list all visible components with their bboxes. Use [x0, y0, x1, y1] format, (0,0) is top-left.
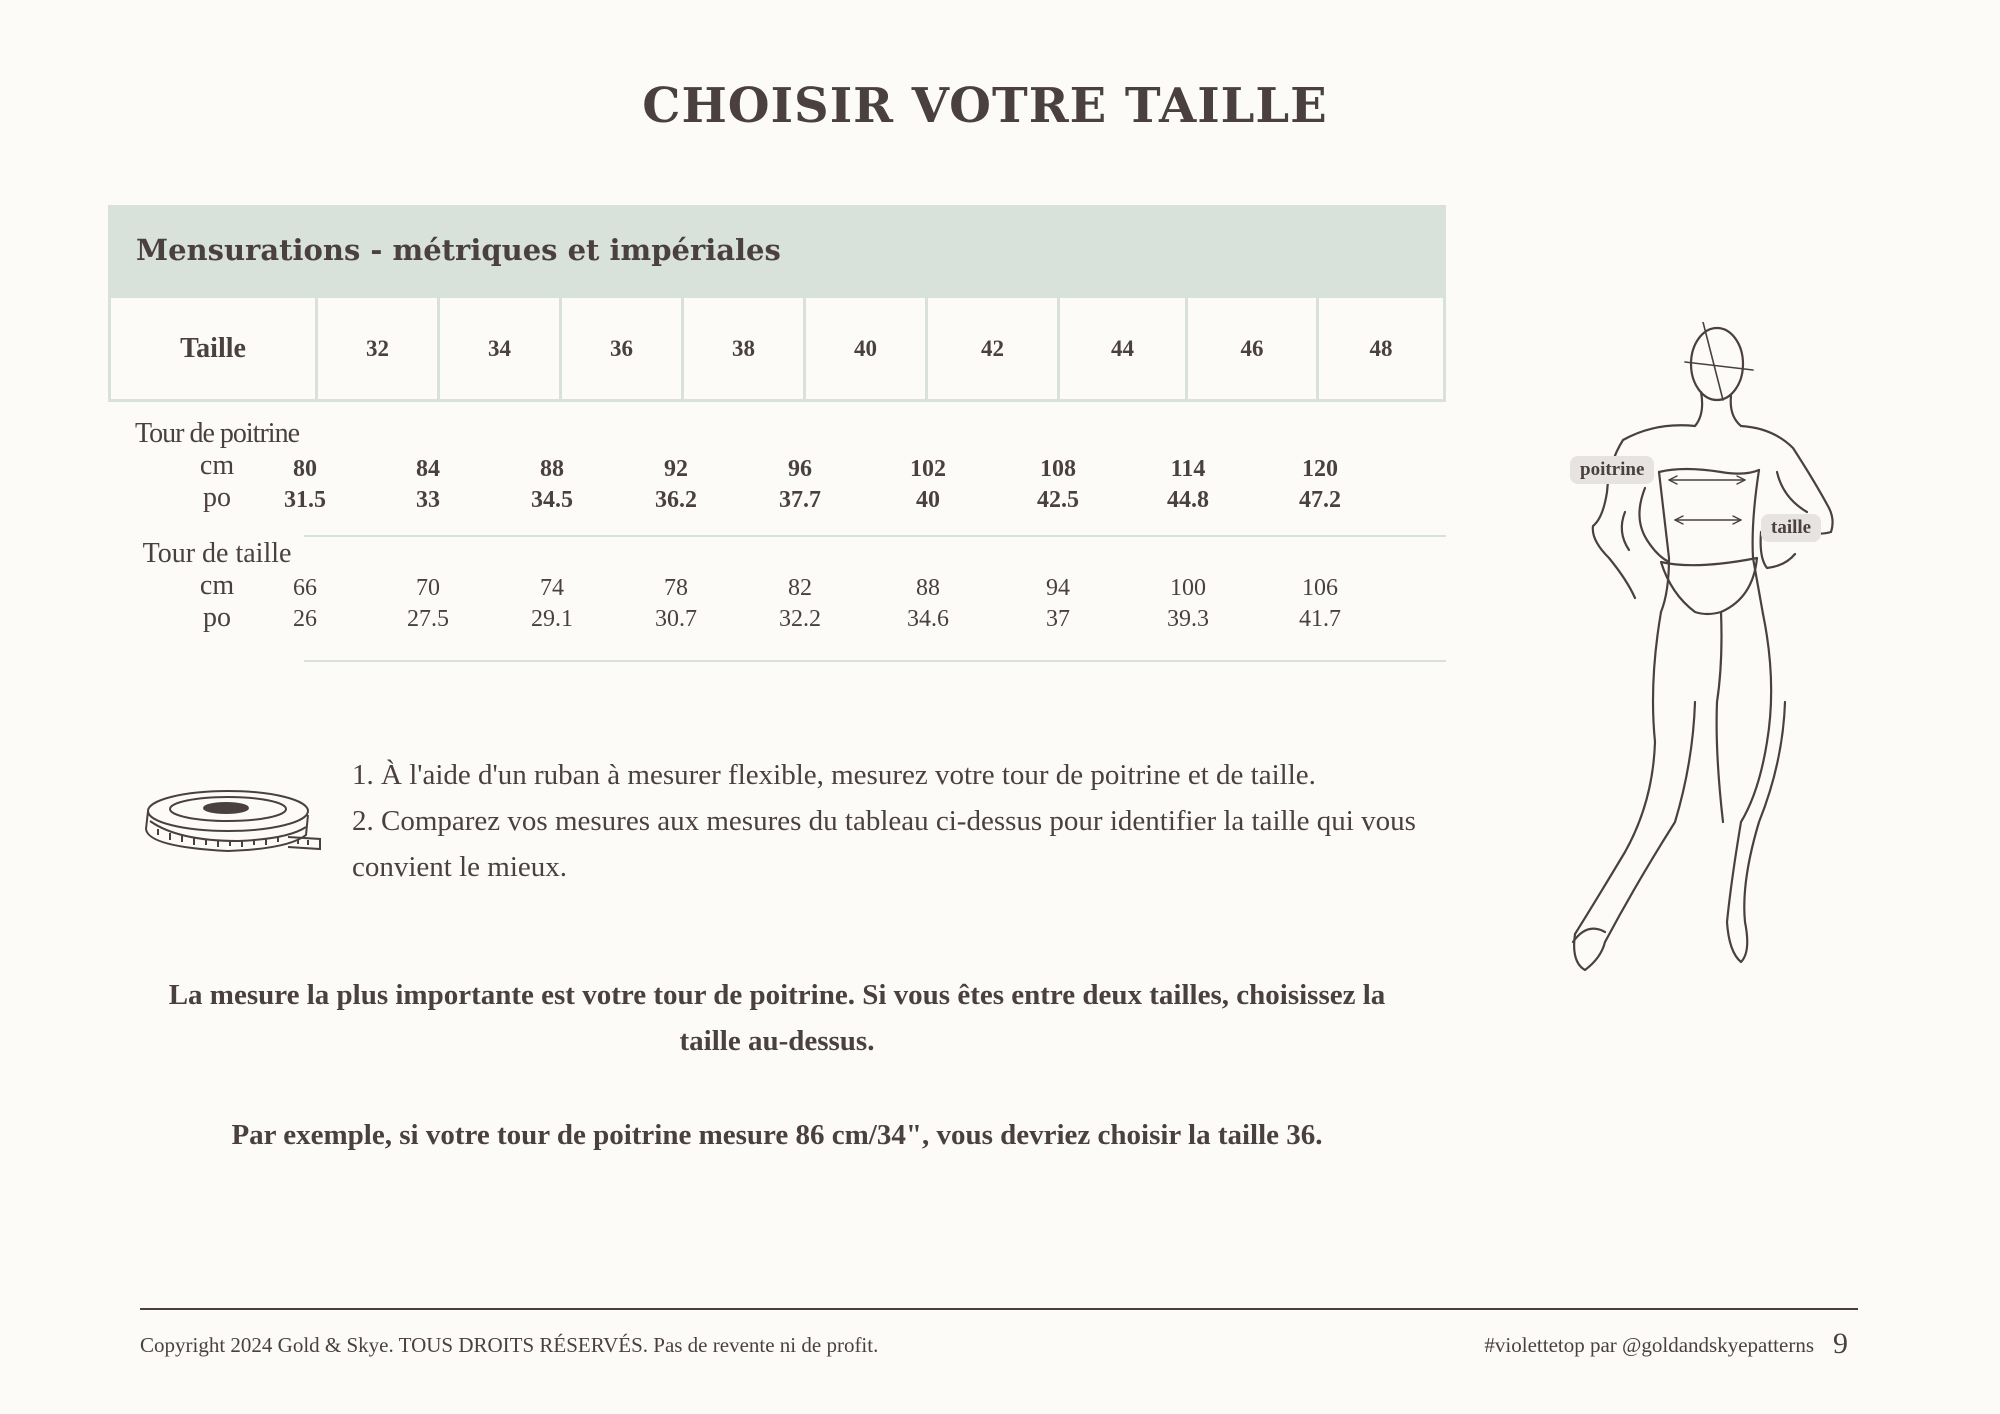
- footer-divider: [140, 1308, 1858, 1310]
- bust-cm-value: 114: [1170, 456, 1206, 482]
- waist-in-value: 29.1: [531, 606, 573, 632]
- bust-in-value: 34.5: [531, 487, 573, 513]
- tape-measure-icon: [138, 785, 324, 865]
- size-cell: 46: [1188, 298, 1319, 399]
- waist-cm-value: 100: [1170, 575, 1206, 601]
- bust-in-value: 37.7: [779, 487, 821, 513]
- waist-in-value: 41.7: [1299, 606, 1341, 632]
- bust-cm-value: 92: [664, 456, 688, 482]
- waist-in-value: 34.6: [907, 606, 949, 632]
- bust-value-cell: [868, 454, 988, 516]
- waist-in-value: 37: [1046, 606, 1070, 632]
- page-number: 9: [1833, 1327, 1848, 1360]
- waist-value-cell: [1260, 573, 1380, 635]
- bust-cm-value: 108: [1040, 456, 1076, 482]
- size-row: [108, 298, 1446, 402]
- bust-tag: poitrine: [1570, 456, 1654, 484]
- bust-in-label: po: [203, 482, 231, 513]
- waist-cm-value: 66: [293, 575, 317, 601]
- bust-value-cell: [368, 454, 488, 516]
- bust-in-value: 44.8: [1167, 487, 1209, 513]
- waist-value-cell: [492, 573, 612, 635]
- bust-in-value: 40: [916, 487, 940, 513]
- waist-cm-value: 94: [1046, 575, 1070, 601]
- footer-copyright: Copyright 2024 Gold & Skye. TOUS DROITS RÉSERVÉS. Pas de revente ni de profit.: [140, 1333, 879, 1357]
- waist-cm-value: 78: [664, 575, 688, 601]
- waist-tag: taille: [1761, 514, 1821, 542]
- bust-cm-value: 96: [788, 456, 812, 482]
- body-figure-icon: [1545, 322, 1845, 982]
- bust-cm-value: 88: [540, 456, 564, 482]
- waist-value-cell: [868, 573, 988, 635]
- waist-value-cell: [740, 573, 860, 635]
- size-cell: 36: [562, 298, 684, 399]
- size-cell: 48: [1369, 335, 1393, 361]
- bust-cm-value: 120: [1302, 456, 1338, 482]
- waist-cm-label: cm: [199, 570, 235, 601]
- instruction-step-2: 2. Comparez vos mesures aux mesures du tableau ci-dessus pour identifier la taille qui vous convient le mieux.: [352, 805, 1416, 883]
- waist-value-cell: [1128, 573, 1248, 635]
- important-note-text: La mesure la plus importante est votre tour de poitrine. Si vous êtes entre deux tailles, choisissez la taille au-dessus.: [168, 979, 1386, 1057]
- row-divider: [304, 535, 1446, 537]
- size-cell: 40: [806, 298, 928, 399]
- waist-cm-value: 70: [416, 575, 440, 601]
- bust-cm-label: cm: [199, 450, 235, 481]
- size-label: Taille: [111, 298, 318, 399]
- waist-cm-value: 88: [916, 575, 940, 601]
- size-cell: 34: [440, 298, 562, 399]
- bust-value-cell: [1260, 454, 1380, 516]
- waist-in-value: 27.5: [407, 606, 449, 632]
- waist-cm-value: 74: [540, 575, 564, 601]
- bust-in-value: 36.2: [655, 487, 697, 513]
- size-cell: 42: [928, 298, 1060, 399]
- waist-value-cell: [245, 573, 365, 635]
- bust-cm-value: 84: [416, 456, 440, 482]
- bust-in-value: 47.2: [1299, 487, 1341, 513]
- instruction-step-1: 1. À l'aide d'un ruban à mesurer flexible, mesurez votre tour de poitrine et de taille.: [352, 759, 1316, 791]
- page-title: CHOISIR VOTRE TAILLE: [642, 78, 1328, 134]
- example-note: [108, 1112, 1446, 1158]
- bust-value-cell: [1128, 454, 1248, 516]
- waist-in-label: po: [203, 602, 231, 633]
- bust-in-value: 33: [416, 487, 440, 513]
- waist-cm-value: 82: [788, 575, 812, 601]
- waist-label: Tour de taille: [142, 538, 292, 569]
- bust-value-cell: [245, 454, 365, 516]
- size-cell: 44: [1060, 298, 1188, 399]
- waist-in-value: 26: [293, 606, 317, 632]
- bust-in-value: 42.5: [1037, 487, 1079, 513]
- footer-hashtag: #violettetop par @goldandskyepatterns: [1484, 1333, 1814, 1357]
- waist-in-value: 32.2: [779, 606, 821, 632]
- bust-value-cell: [998, 454, 1118, 516]
- bust-value-cell: [492, 454, 612, 516]
- bust-value-cell: [740, 454, 860, 516]
- bust-value-cell: [616, 454, 736, 516]
- bust-in-value: 31.5: [284, 487, 326, 513]
- example-note-text: Par exemple, si votre tour de poitrine mesure 86 cm/34", vous devriez choisir la taille 36.: [231, 1119, 1323, 1151]
- waist-in-value: 39.3: [1167, 606, 1209, 632]
- waist-value-cell: [616, 573, 736, 635]
- waist-in-value: 30.7: [655, 606, 697, 632]
- table-header-label: Mensurations - métriques et impériales: [136, 233, 781, 267]
- bust-cm-value: 102: [910, 456, 946, 482]
- instructions: [352, 752, 1462, 890]
- waist-value-cell: [368, 573, 488, 635]
- size-cell: 38: [684, 298, 806, 399]
- bust-cm-value: 80: [293, 456, 317, 482]
- bust-label: Tour de poitrine: [135, 418, 299, 449]
- important-note: [108, 972, 1446, 1064]
- table-header: [108, 205, 1446, 298]
- waist-value-cell: [998, 573, 1118, 635]
- size-cell: 32: [318, 298, 440, 399]
- row-divider: [304, 660, 1446, 662]
- waist-cm-value: 106: [1302, 575, 1338, 601]
